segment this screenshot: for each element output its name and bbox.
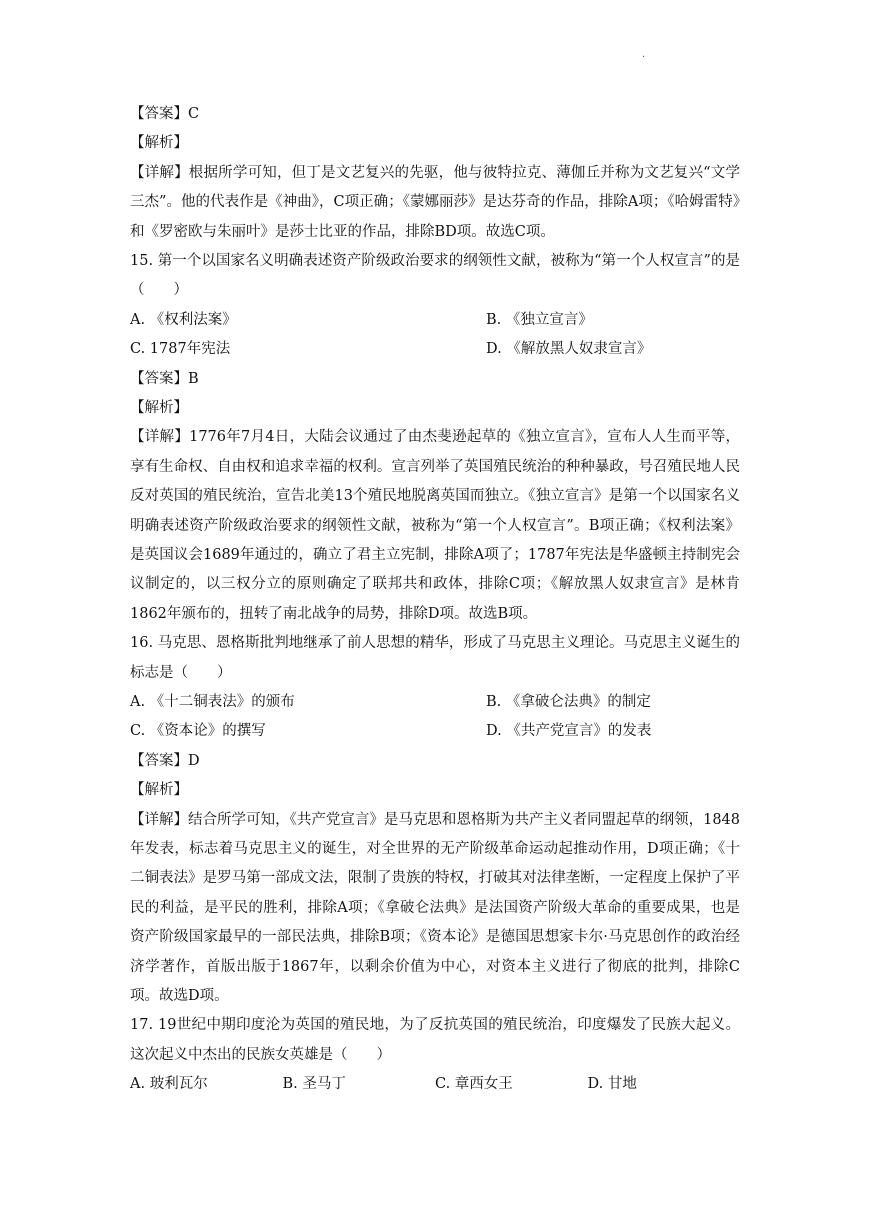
q14-analysis-heading: 【解析】 [130, 135, 188, 152]
q16-answer: 【答案】D [130, 752, 200, 769]
q17-option-c: C. 章西女王 [435, 1076, 513, 1093]
q14-answer: 【答案】C [130, 106, 200, 122]
q15-analysis-heading: 【解析】 [130, 399, 188, 416]
q16-option-a: A. 《十二铜表法》的颁布 [130, 694, 295, 711]
top-mark: · [642, 52, 646, 63]
q14-detail: 【详解】根据所学可知，但丁是文艺复兴的先驱，他与彼特拉克、薄伽丘并称为文艺复兴“文学三杰”。他的代表作是《神曲》，C项正确；《蒙娜丽莎》是达芬奇的作品，排除A项；《哈姆雷特》和《罗密欧与朱丽叶》是莎士比亚的作品，排除BD项。故选C项。 [130, 164, 740, 240]
q16-option-c: C. 《资本论》的撰写 [130, 723, 266, 740]
q15-option-d: D. 《解放黑人奴隶宣言》 [486, 341, 652, 358]
q17-option-d: D. 甘地 [587, 1076, 637, 1093]
q17-option-a: A. 玻利瓦尔 [130, 1076, 208, 1093]
document-content [130, 100, 740, 1100]
q16-analysis-heading: 【解析】 [130, 782, 188, 799]
q16-options-row-1 [130, 688, 740, 717]
q16-option-d: D. 《共产党宣言》的发表 [486, 723, 652, 740]
q15-option-a: A. 《权利法案》 [130, 311, 237, 328]
q15-option-c: C. 1787年宪法 [130, 341, 231, 358]
q17-options-row [130, 1070, 740, 1099]
q16-detail: 【详解】结合所学可知，《共产党宣言》是马克思和恩格斯为共产主义者同盟起草的纲领，1848年发表，标志着马克思主义的诞生，对全世界的无产阶级革命运动起推动作用，D项正确；《十二铜表法》是罗马第一部成文法，限制了贵族的特权，打破其对法律垄断，一定程度上保护了平民的利益，是平民的胜利，排除A项；《拿破仑法典》是法国资产阶级大革命的重要成果，也是资产阶级国家最早的一部民法典，排除B项；《资本论》是德国思想家卡尔·马克思创作的政治经济学著作，首版出版于1867年，以剩余价值为中心，对资本主义进行了彻底的批判，排除C项。故选D项。 [130, 811, 740, 1005]
q16-option-b: B. 《拿破仑法典》的制定 [486, 694, 651, 711]
q17-stem: 17. 19世纪中期印度沦为英国的殖民地，为了反抗英国的殖民统治，印度爆发了民族大起义。这次起义中杰出的民族女英雄是（ ） [130, 1017, 740, 1063]
q15-options-row-1 [130, 306, 740, 335]
q15-detail: 【详解】1776年7月4日，大陆会议通过了由杰斐逊起草的《独立宣言》，宣布人人生而平等，享有生命权、自由权和追求幸福的权利。宣言列举了英国殖民统治的种种暴政，号召殖民地人民反对英国的殖民统治，宣告北美13个殖民地脱离英国而独立。《独立宣言》是第一个以国家名义明确表述资产阶级政治要求的纲领性文献，被称为“第一个人权宣言”。B项正确；《权利法案》是英国议会1689年通过的，确立了君主立宪制，排除A项了；1787年宪法是华盛顿主持制宪会议制定的，以三权分立的原则确定了联邦共和政体，排除C项；《解放黑人奴隶宣言》是林肯1862年颁布的，扭转了南北战争的局势，排除D项。故选B项。 [130, 429, 740, 622]
q15-answer: 【答案】B [130, 370, 199, 387]
q16-stem: 16. 马克思、恩格斯批判地继承了前人思想的精华，形成了马克思主义理论。马克思主义诞生的标志是（ ） [130, 635, 740, 681]
q15-options-row-2 [130, 335, 740, 364]
q16-options-row-2 [130, 717, 740, 746]
q15-option-b: B. 《独立宣言》 [486, 311, 593, 328]
q17-option-b: B. 圣马丁 [282, 1076, 346, 1093]
q15-stem: 15. 第一个以国家名义明确表述资产阶级政治要求的纲领性文献，被称为“第一个人权宣言”的是（ ） [130, 253, 740, 299]
